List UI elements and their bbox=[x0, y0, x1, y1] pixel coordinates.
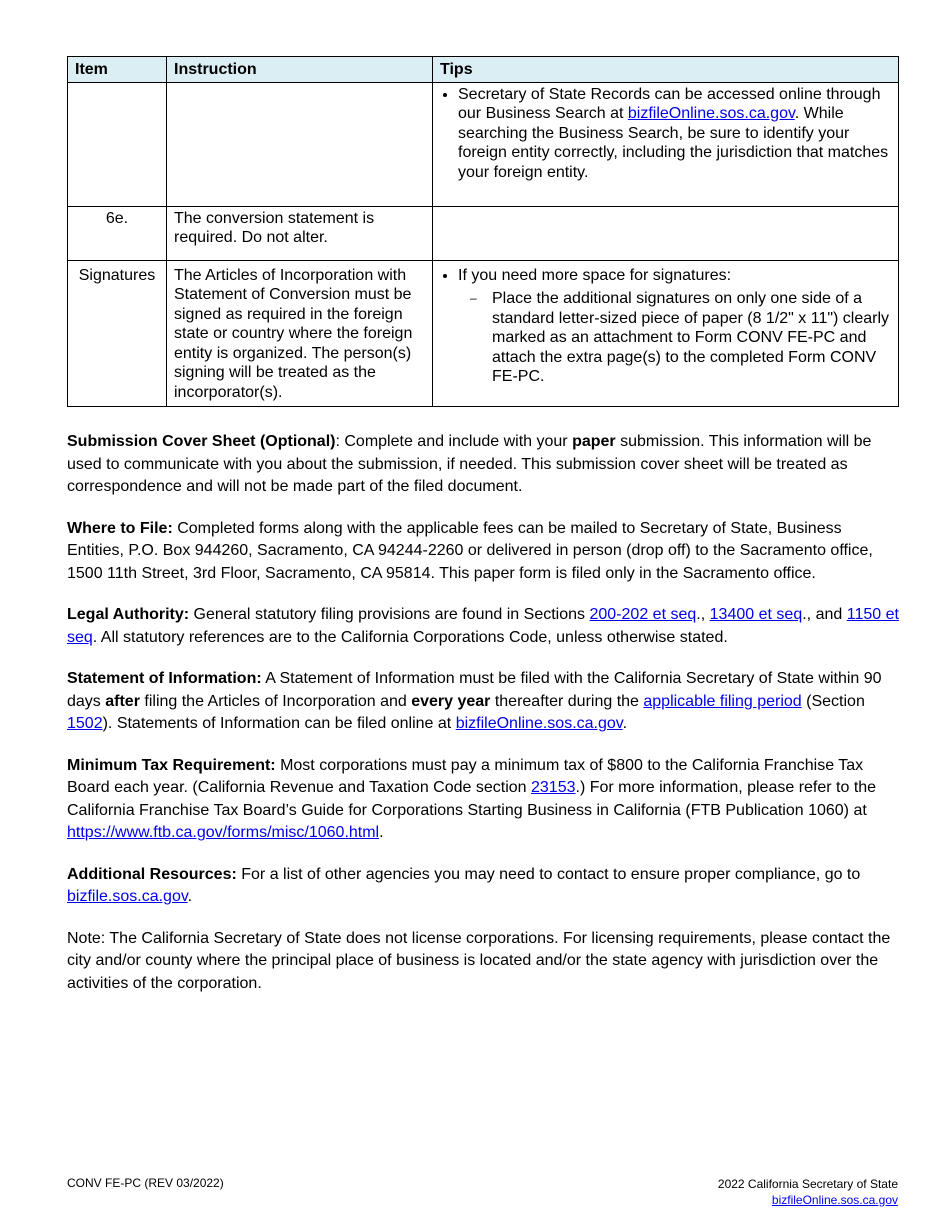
tip-text: . While searching the Business Search, be sure to identify your foreign entity correctly, including the jurisdiction that matches your foreign entity. bbox=[458, 105, 889, 181]
tips-cell bbox=[433, 82, 899, 206]
item-cell: Signatures bbox=[68, 260, 167, 407]
note-paragraph bbox=[67, 928, 899, 996]
text: (Section bbox=[801, 692, 865, 710]
text: filing the Articles of Incorporation and bbox=[139, 692, 412, 710]
text: thereafter during the bbox=[490, 692, 644, 710]
instruction-cell: The conversion statement is required. Do not alter. bbox=[167, 206, 433, 260]
instructions-table bbox=[67, 56, 899, 407]
text: .) For more information, please refer to the California Franchise Tax Board’s Guide for Corporations Starting Business in California (FTB Publication 1060) at bbox=[67, 779, 877, 819]
footer-bizfile-link[interactable]: bizfileOnline.sos.ca.gov bbox=[771, 1193, 898, 1207]
tips-cell bbox=[433, 206, 899, 260]
bold-label: paper bbox=[572, 433, 616, 450]
link[interactable]: 1150 et seq bbox=[67, 606, 899, 646]
text: . All statutory references are to the California Corporations Code, unless otherwise stated. bbox=[92, 628, 728, 646]
text: General statutory filing provisions are found in Sections bbox=[189, 606, 590, 623]
instruction-cell bbox=[167, 82, 433, 206]
tip-item bbox=[458, 266, 891, 387]
item-cell: 6e. bbox=[68, 206, 167, 260]
table-row bbox=[68, 206, 899, 260]
legal-authority-paragraph bbox=[67, 604, 899, 649]
header-instruction: Instruction bbox=[167, 57, 433, 83]
text: . bbox=[379, 824, 384, 841]
body-text bbox=[67, 431, 899, 1014]
minimum-tax-requirement-paragraph bbox=[67, 755, 899, 845]
link[interactable]: 23153 bbox=[531, 779, 576, 796]
text: ). Statements of Information can be filed online at bbox=[102, 715, 456, 732]
copyright: 2022 California Secretary of State bbox=[717, 1177, 898, 1191]
bizfile-link[interactable]: bizfileOnline.sos.ca.gov bbox=[627, 105, 795, 122]
text: . bbox=[187, 888, 193, 905]
bold-label: Legal Authority: bbox=[67, 606, 190, 623]
link[interactable]: https://www.ftb.ca.gov/forms/misc/1060.html bbox=[67, 824, 380, 841]
text: ., and bbox=[802, 606, 847, 623]
header-tips: Tips bbox=[433, 57, 899, 83]
bold-label: Statement of Information: bbox=[67, 670, 262, 687]
text: A Statement of Information must be filed with the California Secretary of State within 90 days bbox=[67, 670, 882, 710]
where-to-file-paragraph bbox=[67, 518, 899, 586]
link[interactable]: 1502 bbox=[67, 715, 103, 732]
link[interactable]: 200-202 et seq bbox=[589, 606, 697, 623]
text: For a list of other agencies you may need to contact to ensure proper compliance, go to bbox=[236, 865, 861, 883]
instruction-cell: The Articles of Incorporation with Statement of Conversion must be signed as required in the foreign state or country where the foreign entity is organized. The person(s) signing will be treated as the incorporator(s). bbox=[167, 260, 433, 407]
link[interactable]: applicable filing period bbox=[643, 692, 802, 710]
text: . bbox=[622, 715, 628, 732]
tips-cell bbox=[433, 260, 899, 407]
link[interactable]: bizfile.sos.ca.gov bbox=[67, 888, 188, 905]
bold-label: every year bbox=[411, 692, 491, 710]
text: Note: The California Secretary of State does not license corporations. For licensing requirements, please contact the city and/or county where the principal place of business is located and/or the state agency with jurisdiction over the activities of the corporation. bbox=[67, 929, 891, 992]
tip-text: Secretary of State Records can be accessed online through our Business Search at bbox=[458, 85, 881, 122]
tip-text: If you need more space for signatures: bbox=[458, 266, 732, 284]
bold-label: Submission Cover Sheet (Optional) bbox=[67, 433, 336, 450]
text: ., bbox=[696, 606, 710, 623]
link[interactable]: bizfileOnline.sos.ca.gov bbox=[455, 715, 623, 732]
table-row bbox=[68, 260, 899, 407]
additional-resources-paragraph bbox=[67, 864, 899, 909]
bold-label: after bbox=[105, 692, 140, 710]
tip-item bbox=[458, 85, 891, 183]
bold-label: Where to File: bbox=[67, 519, 173, 537]
text: Completed forms along with the applicable fees can be mailed to Secretary of State, Business Entities, P.O. Box 944260, Sacramento, CA 94244-2260 or delivered in person (drop off) to the Sacramento office, 1500 11th Street, 3rd Floor, Sacramento, CA 95814. This paper form is filed only in the Sacramento office. bbox=[67, 519, 873, 582]
text: Most corporations must pay a minimum tax of $800 to the California Franchise Tax Board each year. (California Revenue and Taxation Code section bbox=[67, 756, 864, 796]
table-header-row bbox=[68, 57, 899, 83]
header-item: Item bbox=[68, 57, 167, 83]
item-cell bbox=[68, 82, 167, 206]
link[interactable]: 13400 et seq bbox=[709, 606, 803, 623]
sub-tip-item: – Place the additional signatures on only one side of a standard letter-sized piece of paper (8 1/2" x 11") clearly marked as an attachment to Form CONV FE-PC and attach the extra page(s) to the completed Form CONV FE-PC. bbox=[492, 289, 891, 387]
bold-label: Additional Resources: bbox=[67, 865, 237, 883]
footer-right bbox=[718, 1176, 898, 1208]
text: : Complete and include with your bbox=[335, 433, 573, 450]
bold-label: Minimum Tax Requirement: bbox=[67, 756, 276, 774]
table-row bbox=[68, 82, 899, 206]
form-id: CONV FE-PC (REV 03/2022) bbox=[67, 1176, 224, 1190]
statement-of-information-paragraph bbox=[67, 668, 899, 736]
submission-cover-sheet-paragraph bbox=[67, 431, 899, 499]
text: submission. This information will be used to communicate with you about the submission, if needed. This submission cover sheet will be treated as correspondence and will not be made part of the filed document. bbox=[67, 433, 872, 495]
